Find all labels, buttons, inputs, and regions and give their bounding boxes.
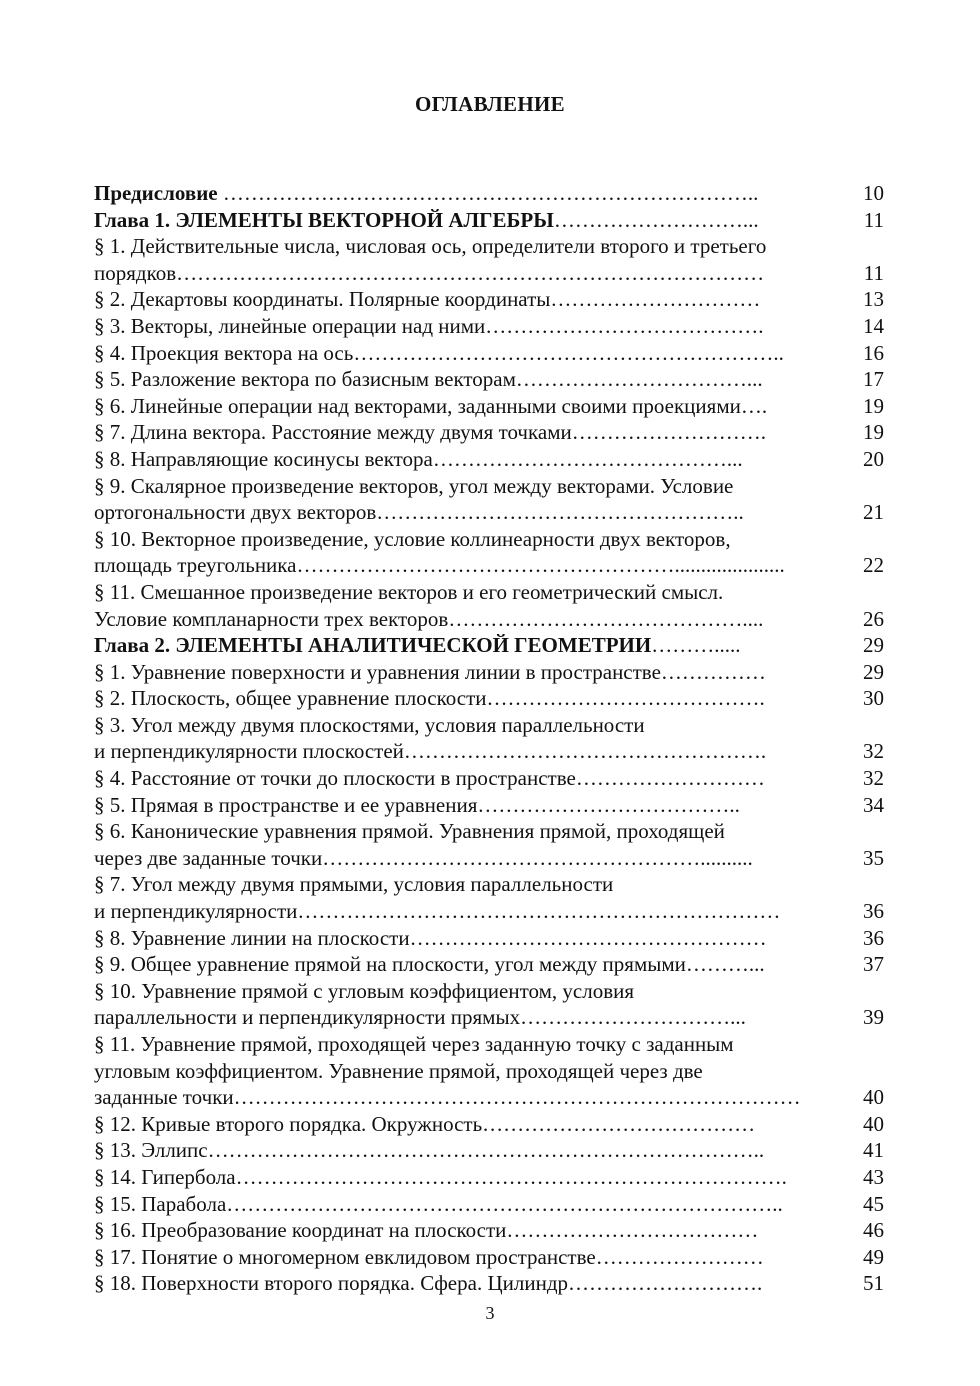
- toc-entry-text: [94, 659, 838, 686]
- toc-entry-line: [94, 286, 838, 313]
- toc-entry-line: [94, 1191, 838, 1218]
- toc-leader-dots: ……………………………………....: [448, 606, 764, 631]
- toc-page-number: 49: [863, 1244, 884, 1269]
- toc-entry-text: [94, 951, 838, 978]
- toc-entry-title: § 10. Уравнение прямой с угловым коэффициентом, условия: [94, 978, 635, 1003]
- toc-entry-title: § 11. Уравнение прямой, проходящей через заданную точку с заданным: [94, 1032, 734, 1056]
- toc-leader-dots: ………………………………………………………………………: [233, 1085, 801, 1110]
- toc-leader-dots: ……….....: [651, 633, 741, 658]
- toc-page-number: 39: [863, 1005, 884, 1030]
- toc-entry-line: [94, 419, 838, 446]
- toc-entry-text: [94, 818, 838, 871]
- toc-entry-title: § 5. Разложение вектора по базисным векторам: [94, 367, 516, 392]
- toc-entry-title: и перпендикулярности: [94, 899, 298, 924]
- toc-leader-dots: ………………………...: [553, 207, 759, 232]
- toc-section-entry[interactable]: [94, 818, 884, 871]
- toc-entry-line: [94, 1111, 838, 1138]
- toc-entry-title: § 10. Векторное произведение, условие коллинеарности двух векторов,: [94, 526, 731, 551]
- toc-page-number: 46: [863, 1218, 884, 1243]
- toc-entry-text: [94, 579, 838, 632]
- toc-entry-line: [94, 1058, 838, 1085]
- toc-leader-dots: …………………………………: [482, 1111, 756, 1136]
- toc-entry-line: [94, 1217, 838, 1244]
- toc-entry-line: [94, 526, 838, 553]
- toc-entry-line: [94, 366, 838, 393]
- toc-page-number: 22: [863, 553, 884, 578]
- toc-entry-line: [94, 233, 838, 260]
- toc-leader-dots: ……………………………………………..: [376, 500, 744, 525]
- toc-page-number: 37: [863, 952, 884, 977]
- toc-leader-dots: ….: [740, 393, 768, 418]
- toc-entry-title: порядков: [94, 260, 177, 285]
- toc-section-entry[interactable]: [94, 951, 884, 978]
- toc-entry-title: § 12. Кривые второго порядка. Окружность: [94, 1111, 483, 1136]
- toc-page-number: 45: [863, 1191, 884, 1216]
- toc-entry-title: Условие компланарности трех векторов: [94, 606, 449, 631]
- toc-entry-title: Глава 1. ЭЛЕМЕНТЫ ВЕКТОРНОЙ АЛГЕБРЫ: [94, 207, 554, 232]
- toc-page-number: 32: [863, 739, 884, 764]
- toc-section-entry[interactable]: [94, 1191, 884, 1218]
- toc-entry-line: [94, 925, 838, 952]
- toc-entry-title: § 1. Уравнение поверхности и уравнения линии в пространстве: [94, 659, 661, 684]
- toc-chapter-entry[interactable]: [94, 207, 884, 234]
- toc-entry-line: [94, 951, 838, 978]
- toc-page-number: 41: [863, 1138, 884, 1163]
- toc-entry-title: § 8. Уравнение линии на плоскости: [94, 925, 410, 950]
- toc-entry-title: § 16. Преобразование координат на плоскости: [94, 1218, 507, 1243]
- toc-entry-text: [94, 233, 838, 286]
- toc-entry-text: [94, 1244, 838, 1271]
- toc-leader-dots: ……………………….: [568, 1271, 763, 1296]
- toc-entry-line: [94, 499, 838, 526]
- toc-entry-title: § 3. Векторы, линейные операции над ними: [94, 313, 486, 338]
- toc-entry-line: [94, 1137, 838, 1164]
- toc-entry-title: § 2. Декартовы координаты. Полярные координаты: [94, 287, 551, 312]
- toc-leader-dots: ……………………………………...: [432, 446, 743, 471]
- toc-entry-text: [94, 393, 838, 420]
- toc-section-entry[interactable]: [94, 712, 884, 765]
- toc-page-number: 14: [863, 313, 884, 338]
- toc-leader-dots: ……………………………………………………..: [353, 340, 784, 365]
- toc-entry-title: § 9. Скалярное произведение векторов, угол между векторами. Условие: [94, 473, 734, 498]
- toc-section-entry[interactable]: [94, 978, 884, 1031]
- toc-entry-title: ортогональности двух векторов: [94, 500, 377, 525]
- toc-entry-line: [94, 1244, 838, 1271]
- toc-page-number: 30: [863, 686, 884, 711]
- toc-entry-text: [94, 207, 838, 234]
- toc-page-number: 36: [863, 925, 884, 950]
- toc-entry-line: [94, 260, 838, 287]
- toc-entry-title: § 13. Эллипс: [94, 1138, 208, 1163]
- toc-entry-line: [94, 845, 838, 872]
- toc-leader-dots: ……………………………………………….....................: [296, 553, 785, 578]
- toc-entry-line: [94, 738, 838, 765]
- toc-entry-title: § 4. Расстояние от точки до плоскости в пространстве: [94, 766, 576, 791]
- toc-entry-text: [94, 978, 838, 1031]
- toc-page-number: 11: [863, 207, 884, 232]
- toc-entry-text: [94, 685, 838, 712]
- toc-entry-line: [94, 659, 838, 686]
- toc-section-entry[interactable]: [94, 765, 884, 792]
- toc-entry-line: [94, 765, 838, 792]
- toc-entry-text: [94, 1217, 838, 1244]
- toc-entry-line: [94, 1084, 838, 1111]
- toc-page-number: 35: [863, 845, 884, 870]
- toc-entry-text: [94, 1137, 838, 1164]
- toc-section-entry[interactable]: [94, 659, 884, 686]
- toc-section-entry[interactable]: [94, 1217, 884, 1244]
- toc-leader-dots: ………………………………….: [485, 313, 764, 338]
- toc-entry-line: [94, 898, 838, 925]
- toc-entry-text: [94, 526, 838, 579]
- toc-page-number: 19: [863, 420, 884, 445]
- toc-chapter-entry[interactable]: [94, 180, 884, 207]
- toc-page-number: 20: [863, 446, 884, 471]
- toc-entry-line: [94, 632, 838, 659]
- toc-section-entry[interactable]: [94, 446, 884, 473]
- toc-section-entry[interactable]: [94, 419, 884, 446]
- toc-entry-title: § 17. Понятие о многомерном евклидовом пространстве: [94, 1244, 596, 1269]
- toc-page-number: 26: [863, 606, 884, 631]
- toc-page-number: 16: [863, 340, 884, 365]
- toc-chapter-entry[interactable]: [94, 632, 884, 659]
- toc-entry-line: [94, 871, 838, 898]
- toc-section-entry[interactable]: [94, 871, 884, 924]
- toc-entry-line: [94, 340, 838, 367]
- toc-leader-dots: ……………………………………………………………: [297, 899, 781, 924]
- toc-entry-title: и перпендикулярности плоскостей: [94, 739, 404, 764]
- page-number: 3: [485, 1303, 495, 1323]
- toc-section-entry[interactable]: [94, 1244, 884, 1271]
- toc-entry-text: [94, 765, 838, 792]
- toc-section-entry[interactable]: [94, 1137, 884, 1164]
- toc-leader-dots: ………………………………: [506, 1218, 759, 1243]
- toc-entry-line: [94, 792, 838, 819]
- toc-page-number: 10: [863, 181, 884, 205]
- toc-entry-title: площадь треугольника: [94, 553, 297, 578]
- toc-leader-dots: ………………………………….: [486, 686, 765, 711]
- toc-section-entry[interactable]: [94, 286, 884, 313]
- toc-section-entry[interactable]: [94, 393, 884, 420]
- toc-entry-title: § 5. Прямая в пространстве и ее уравнения: [94, 792, 478, 817]
- toc-leader-dots: ……………………………………………: [409, 925, 767, 950]
- toc-page-number: 21: [863, 500, 884, 525]
- toc-entry-title: § 15. Парабола: [94, 1191, 227, 1216]
- toc-entry-title: § 4. Проекция вектора на ось: [94, 340, 354, 365]
- toc-section-entry[interactable]: [94, 925, 884, 952]
- toc-entry-text: [94, 1031, 838, 1111]
- toc-entry-text: [94, 419, 838, 446]
- toc-section-entry[interactable]: [94, 1031, 884, 1111]
- toc-entry-title: § 8. Направляющие косинусы вектора: [94, 446, 433, 471]
- toc-entry-title: § 7. Угол между двумя прямыми, условия параллельности: [94, 872, 614, 897]
- toc-entry-title: § 9. Общее уравнение прямой на плоскости, угол между прямыми: [94, 952, 686, 977]
- toc-entry-text: [94, 180, 838, 207]
- table-of-contents: [94, 180, 884, 1297]
- toc-entry-text: [94, 473, 838, 526]
- toc-section-entry[interactable]: [94, 1164, 884, 1191]
- toc-entry-title: § 1. Действительные числа, числовая ось, определители второго и третьего: [94, 234, 767, 259]
- toc-entry-line: [94, 606, 838, 633]
- toc-entry-title: через две заданные точки: [94, 845, 323, 870]
- toc-entry-text: [94, 1164, 838, 1191]
- toc-entry-line: [94, 1164, 838, 1191]
- toc-entry-title: Глава 2. ЭЛЕМЕНТЫ АНАЛИТИЧЕСКОЙ ГЕОМЕТРИИ: [94, 633, 652, 658]
- toc-entry-text: [94, 871, 838, 924]
- toc-entry-text: [94, 366, 838, 393]
- toc-entry-title: § 2. Плоскость, общее уравнение плоскости: [94, 686, 487, 711]
- toc-page-number: 40: [863, 1085, 884, 1110]
- toc-entry-title: § 11. Смешанное произведение векторов и его геометрический смысл.: [94, 579, 724, 604]
- toc-entry-title: § 18. Поверхности второго порядка. Сфера. Цилиндр: [94, 1271, 568, 1296]
- toc-leader-dots: …………………………………………………………………..: [217, 181, 759, 205]
- toc-section-entry[interactable]: [94, 473, 884, 526]
- toc-entry-line: [94, 685, 838, 712]
- toc-page-number: 43: [863, 1164, 884, 1189]
- toc-entry-line: [94, 473, 838, 500]
- toc-page-number: 29: [863, 633, 884, 658]
- toc-entry-title: § 6. Канонические уравнения прямой. Уравнения прямой, проходящей: [94, 819, 725, 844]
- toc-entry-line: [94, 978, 838, 1005]
- toc-leader-dots: ………………………: [575, 766, 765, 791]
- toc-entry-text: [94, 340, 838, 367]
- toc-leader-dots: ………………………………..: [477, 792, 740, 817]
- toc-page-number: 19: [863, 393, 884, 418]
- toc-page-number: 34: [863, 792, 884, 817]
- toc-entry-line: [94, 180, 838, 207]
- toc-entry-line: [94, 1270, 838, 1297]
- toc-entry-text: [94, 712, 838, 765]
- toc-entry-title: Предисловие: [94, 181, 218, 205]
- toc-section-entry[interactable]: [94, 792, 884, 819]
- toc-page-number: 51: [863, 1271, 884, 1296]
- toc-entry-line: [94, 818, 838, 845]
- toc-leader-dots: …………………………: [550, 287, 761, 312]
- toc-entry-line: [94, 446, 838, 473]
- toc-entry-text: [94, 1270, 838, 1297]
- toc-page-number: 36: [863, 899, 884, 924]
- toc-entry-text: [94, 446, 838, 473]
- toc-leader-dots: …………………………………………….: [403, 739, 767, 764]
- toc-entry-text: [94, 1111, 838, 1138]
- toc-section-entry[interactable]: [94, 233, 884, 286]
- toc-section-entry[interactable]: [94, 340, 884, 367]
- toc-entry-title: угловым коэффициентом. Уравнение прямой, проходящей через две: [94, 1058, 703, 1083]
- toc-page-number: 13: [863, 287, 884, 312]
- toc-leader-dots: ……………………………...: [515, 367, 763, 392]
- toc-entry-line: [94, 313, 838, 340]
- toc-entry-line: [94, 1031, 838, 1058]
- toc-section-entry[interactable]: [94, 313, 884, 340]
- toc-entry-line: [94, 393, 838, 420]
- toc-leader-dots: ……………………………………………………………………..: [207, 1138, 765, 1163]
- toc-section-entry[interactable]: [94, 579, 884, 632]
- toc-section-entry[interactable]: [94, 526, 884, 579]
- toc-entry-line: [94, 1004, 838, 1031]
- toc-entry-line: [94, 552, 838, 579]
- toc-entry-text: [94, 792, 838, 819]
- toc-leader-dots: …………………………………………………………………………: [176, 260, 765, 285]
- toc-entry-title: заданные точки: [94, 1085, 234, 1110]
- toc-section-entry[interactable]: [94, 1270, 884, 1297]
- toc-leader-dots: ……………………: [595, 1244, 764, 1269]
- toc-leader-dots: ……………………………………………………………………..: [226, 1191, 783, 1216]
- toc-entry-title: § 6. Линейные операции над векторами, заданными своими проекциями: [94, 393, 741, 418]
- toc-entry-text: [94, 632, 838, 659]
- toc-leader-dots: ……………………….: [571, 420, 766, 445]
- toc-entry-title: § 3. Угол между двумя плоскостями, условия параллельности: [94, 712, 645, 737]
- toc-leader-dots: ……………: [660, 659, 766, 684]
- toc-page-number: 11: [863, 260, 884, 285]
- toc-entry-text: [94, 286, 838, 313]
- toc-entry-text: [94, 1191, 838, 1218]
- toc-page-number: 17: [863, 367, 884, 392]
- toc-entry-line: [94, 712, 838, 739]
- toc-section-entry[interactable]: [94, 1111, 884, 1138]
- toc-entry-line: [94, 579, 838, 606]
- toc-leader-dots: ………………………………………………..........: [322, 845, 753, 870]
- toc-entry-text: [94, 925, 838, 952]
- toc-leader-dots: …………………………………………………………………….: [235, 1164, 787, 1189]
- toc-leader-dots: …………………………...: [520, 1005, 746, 1030]
- toc-entry-title: § 7. Длина вектора. Расстояние между двумя точками: [94, 420, 572, 445]
- toc-entry-title: параллельности и перпендикулярности прямых: [94, 1005, 521, 1030]
- toc-section-entry[interactable]: [94, 685, 884, 712]
- toc-entry-title: § 14. Гипербола: [94, 1164, 236, 1189]
- toc-leader-dots: ………...: [685, 952, 765, 977]
- toc-section-entry[interactable]: [94, 366, 884, 393]
- page-title: ОГЛАВЛЕНИЕ: [415, 92, 565, 116]
- toc-page-number: 29: [863, 659, 884, 684]
- toc-page-number: 40: [863, 1111, 884, 1136]
- toc-entry-line: [94, 207, 838, 234]
- toc-page-number: 32: [863, 766, 884, 791]
- toc-entry-text: [94, 313, 838, 340]
